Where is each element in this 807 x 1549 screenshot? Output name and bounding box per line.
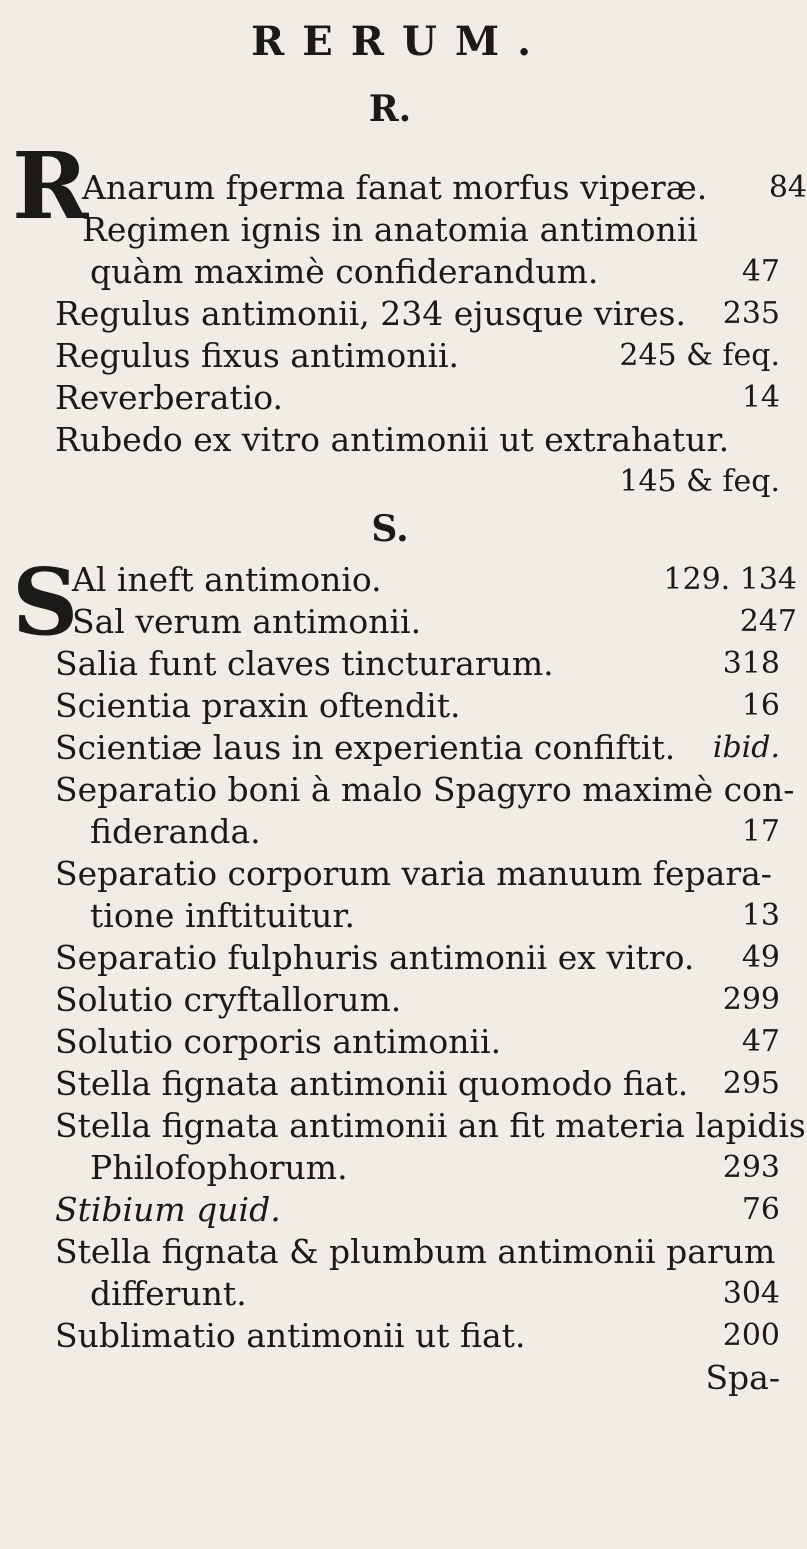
index-entry: Al ineft antimonio. 129. 134	[72, 560, 797, 599]
index-entry: Stibium quid. 76	[55, 1190, 780, 1229]
section-letter-s: S.	[371, 508, 409, 550]
page-number: 76	[741, 1192, 780, 1227]
page-number: ibid.	[712, 730, 780, 765]
index-entry: Sal verum antimonii. 247	[72, 602, 797, 641]
index-entry: Solutio cryftallorum. 299	[55, 980, 780, 1019]
page-number: 299	[722, 982, 780, 1017]
page-number: 245 & feq.	[619, 338, 780, 373]
index-entry: Stella fignata antimonii an fit materia lapidis	[55, 1106, 806, 1145]
page-number: 304	[722, 1276, 780, 1311]
page-header: RERUM.	[250, 18, 550, 65]
page-number: 200	[722, 1318, 780, 1353]
index-entry: Rubedo ex vitro antimonii ut extrahatur.	[55, 420, 730, 459]
index-entry: Regulus fixus antimonii. 245 & feq.	[55, 336, 780, 375]
catchword: Spa-	[705, 1358, 780, 1397]
index-entry: differunt. 304	[90, 1274, 780, 1313]
index-entry: Salia funt claves tincturarum. 318	[55, 644, 780, 683]
page-number: 49	[741, 940, 780, 975]
index-entry: Stella fignata & plumbum antimonii parum	[55, 1232, 776, 1271]
index-entry: Scientiæ laus in experientia confiftit. ibid.	[55, 728, 780, 767]
index-entry: tione inftituitur. 13	[90, 896, 780, 935]
index-entry: Scientia praxin oftendit. 16	[55, 686, 780, 725]
index-entry: Separatio fulphuris antimonii ex vitro. 49	[55, 938, 780, 977]
page-number: 235	[722, 296, 780, 331]
index-entry: Anarum fperma fanat morfus viperæ. 84	[82, 168, 807, 207]
page-number: 129. 134	[663, 562, 797, 597]
page-number: 14	[741, 380, 780, 415]
index-entry: Regulus antimonii, 234 ejusque vires. 235	[55, 294, 780, 333]
page-number: 318	[722, 646, 780, 681]
index-entry: Solutio corporis antimonii. 47	[55, 1022, 780, 1061]
section-letter-r: R.	[368, 88, 412, 130]
index-entry: Separatio corporum varia manuum fepara-	[55, 854, 772, 893]
index-entry: Sublimatio antimonii ut fiat. 200	[55, 1316, 780, 1355]
page-number: 47	[741, 1024, 780, 1059]
index-entry: Regimen ignis in anatomia antimonii	[82, 210, 698, 249]
index-entry: Reverberatio. 14	[55, 378, 780, 417]
index-entry: Separatio boni à malo Spagyro maximè con-	[55, 770, 795, 809]
index-entry: quàm maximè confiderandum. 47	[90, 252, 780, 291]
dropcap-s: S	[12, 548, 79, 656]
index-entry: Philofophorum. 293	[90, 1148, 780, 1187]
page-number: 247	[739, 604, 797, 639]
page-number: 295	[722, 1066, 780, 1101]
page-number: 47	[741, 254, 780, 289]
index-entry: Stella fignata antimonii quomodo fiat. 295	[55, 1064, 780, 1103]
page-number: 84	[768, 170, 807, 205]
page-number: 16	[741, 688, 780, 723]
index-entry: fideranda. 17	[90, 812, 780, 851]
page-number: 13	[741, 898, 780, 933]
page-number: 145 & feq.	[619, 464, 780, 499]
page-number: 293	[722, 1150, 780, 1185]
page-number: 17	[741, 814, 780, 849]
dropcap-r: R	[12, 132, 89, 240]
